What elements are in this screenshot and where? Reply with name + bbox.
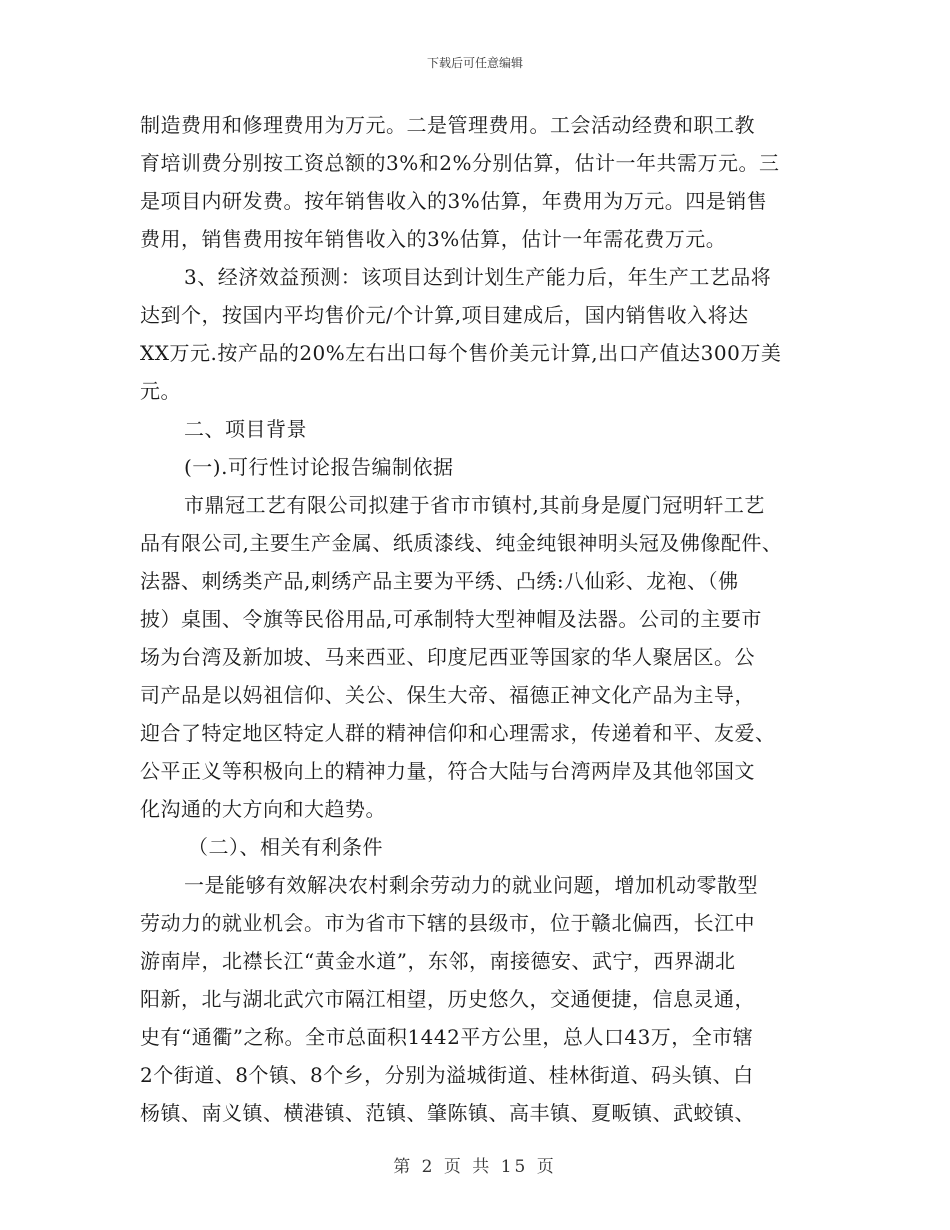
page-number-footer: 第 2 页 共 15 页 <box>393 1157 557 1177</box>
body-line: 游南岸，北襟长江“黄金水道”，东邻，南接德安、武宁，西界湖北 <box>140 949 736 973</box>
body-line: 场为台湾及新加坡、马来西亚、印度尼西亚等国家的华人聚居区。公 <box>140 645 755 669</box>
body-line: 杨镇、南义镇、横港镇、范镇、肇陈镇、高丰镇、夏畈镇、武蛟镇、 <box>140 1101 755 1125</box>
body-line: 制造费用和修理费用为万元。二是管理费用。工会活动经费和职工教 <box>140 113 755 137</box>
body-line: XX万元.按产品的20%左右出口每个售价美元计算,出口产值达300万美 <box>140 341 782 365</box>
body-line: 达到个，按国内平均售价元/个计算,项目建成后，国内销售收入将达 <box>140 303 749 327</box>
body-line: 化沟通的大方向和大趋势。 <box>140 797 386 821</box>
section-heading: 二、项目背景 <box>184 417 307 441</box>
body-line: 史有“通衢”之称。全市总面积1442平方公里，总人口43万，全市辖 <box>140 1025 754 1049</box>
body-line: 是项目内研发费。按年销售收入的3%估算，年费用为万元。四是销售 <box>140 189 768 213</box>
body-line: 法器、刺绣类产品,刺绣产品主要为平绣、凸绣:八仙彩、龙袍、（佛 <box>140 569 739 593</box>
body-line: 元。 <box>140 379 181 403</box>
body-line: 品有限公司,主要生产金属、纸质漆线、纯金纯银神明头冠及佛像配件、 <box>140 531 783 555</box>
body-line: 3、经济效益预测：该项目达到计划生产能力后，年生产工艺品将 <box>184 265 772 289</box>
subsection-heading: (一).可行性讨论报告编制依据 <box>184 455 454 479</box>
body-line: 2个街道、8个镇、8个乡，分别为溢城街道、桂林街道、码头镇、白 <box>140 1063 754 1087</box>
body-line: 迎合了特定地区特定人群的精神信仰和心理需求，传递着和平、友爱、 <box>140 721 776 745</box>
body-line: 司产品是以妈祖信仰、关公、保生大帝、福德正神文化产品为主导， <box>140 683 755 707</box>
body-line: 阳新，北与湖北武穴市隔江相望，历史悠久，交通便捷，信息灵通， <box>140 987 755 1011</box>
body-line: 育培训费分别按工资总额的3%和2%分别估算，估计一年共需万元。三 <box>140 151 780 175</box>
body-line: 劳动力的就业机会。市为省市下辖的县级市，位于赣北偏西，长江中 <box>140 911 755 935</box>
body-line: 市鼎冠工艺有限公司拟建于省市市镇村,其前身是厦门冠明轩工艺 <box>184 493 765 517</box>
document-body <box>140 106 820 1132</box>
body-line: 一是能够有效解决农村剩余劳动力的就业问题，增加机动零散型 <box>184 873 758 897</box>
body-line: 公平正义等积极向上的精神力量，符合大陆与台湾两岸及其他邻国文 <box>140 759 755 783</box>
body-line: 披）桌围、令旗等民俗用品,可承制特大型神帽及法器。公司的主要市 <box>140 607 762 631</box>
page-header-note: 下载后可任意编辑 <box>426 56 523 70</box>
body-line: 费用，销售费用按年销售收入的3%估算，估计一年需花费万元。 <box>140 227 727 251</box>
subsection-heading: （二）、相关有利条件 <box>188 835 383 859</box>
